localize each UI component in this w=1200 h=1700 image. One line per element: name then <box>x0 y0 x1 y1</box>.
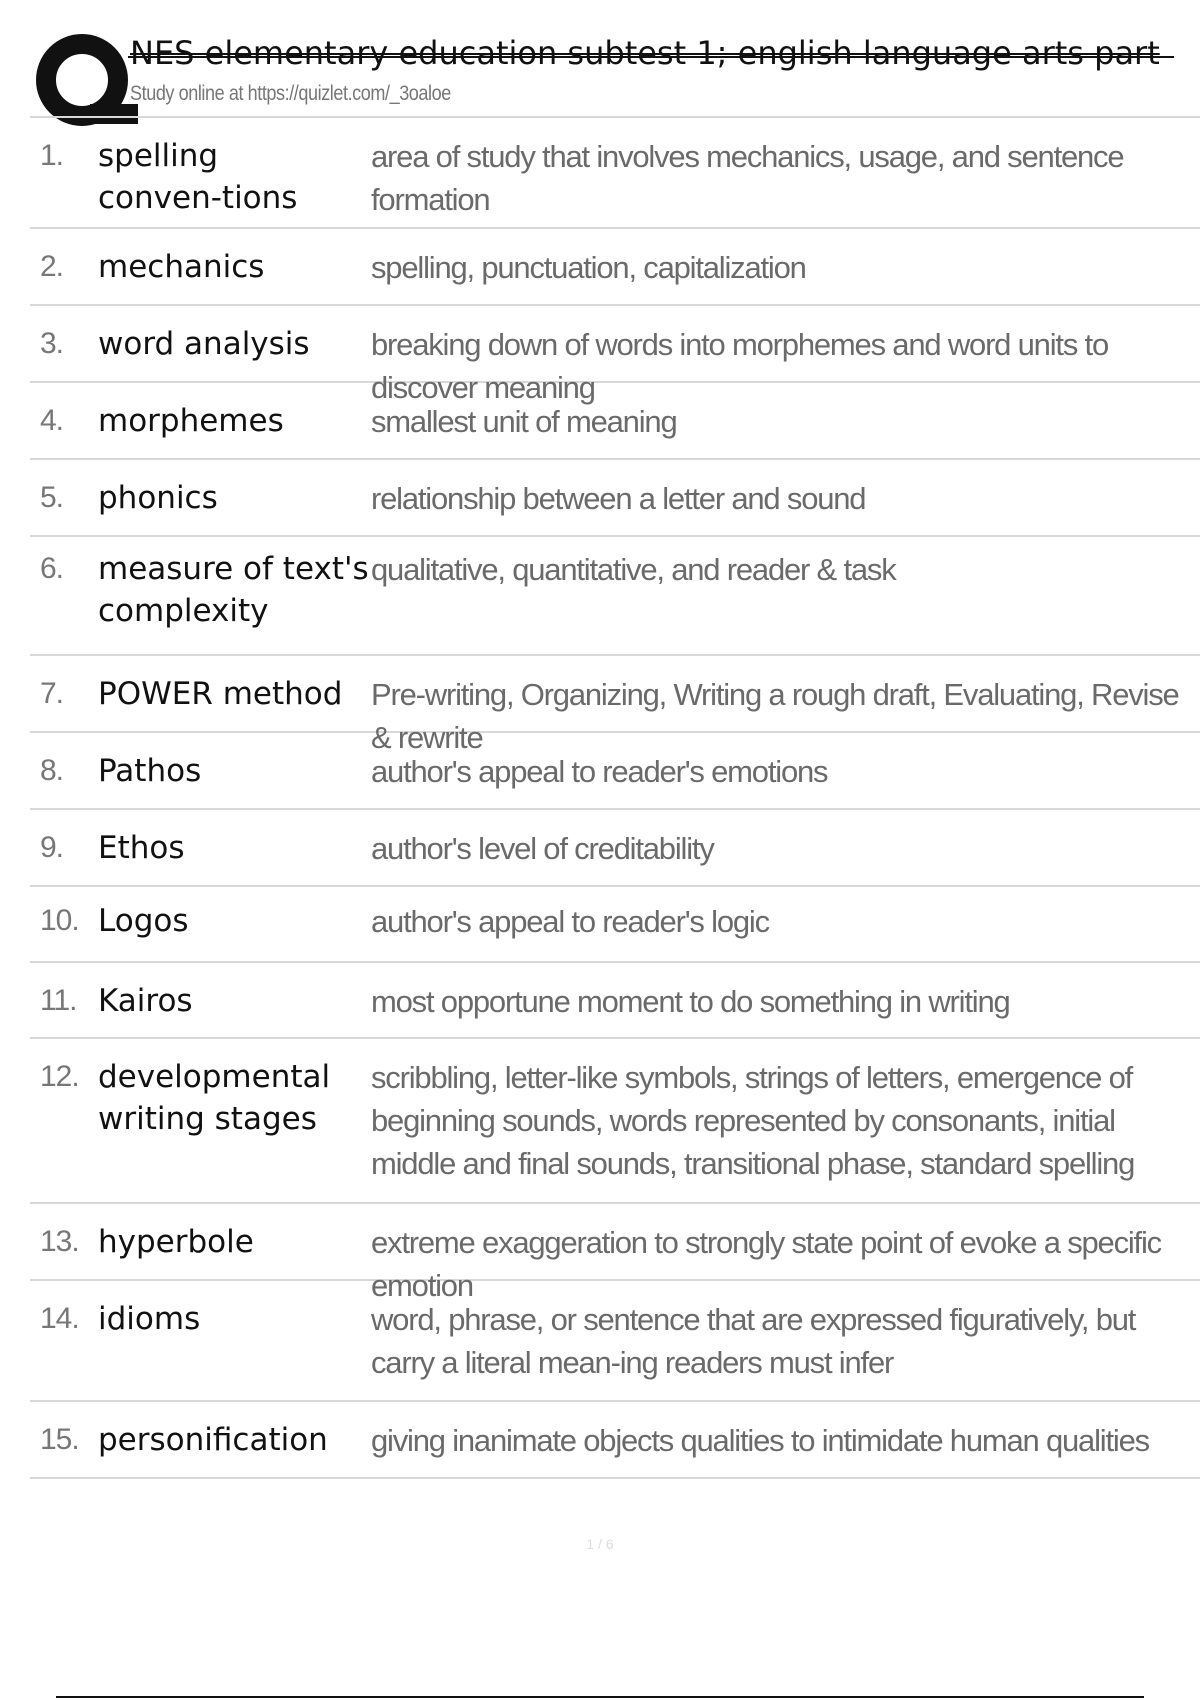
term-text: word analysis <box>98 326 310 362</box>
bottom-rule <box>56 1696 1144 1698</box>
term-definition: word, phrase, or sentence that are expressed figuratively, but carry a literal mean-ing readers must infer <box>371 1302 1136 1380</box>
term-definition: author's appeal to reader's emotions <box>371 754 828 789</box>
term-text: developmental writing stages <box>98 1059 331 1137</box>
term-row <box>30 118 1200 229</box>
study-online-link[interactable]: Study online at https://quizlet.com/_3oaloe <box>130 82 451 105</box>
document-title: NES elementary education subtest 1; english language arts part <box>130 34 1160 72</box>
term-definition: author's appeal to reader's logic <box>371 904 769 939</box>
term-text: spelling conven-tions <box>98 138 298 216</box>
term-definition: smallest unit of meaning <box>371 404 677 439</box>
term-row <box>30 537 1200 656</box>
term-row <box>30 229 1200 306</box>
term-number: 6. <box>40 552 64 585</box>
term-text: phonics <box>98 480 218 516</box>
term-text: POWER method <box>98 676 343 712</box>
term-definition: Pre-writing, Organizing, Writing a rough draft, Evaluating, Revise & rewrite <box>371 677 1179 755</box>
term-text: Logos <box>98 903 189 939</box>
term-text: morphemes <box>98 403 284 439</box>
term-number: 2. <box>40 250 64 283</box>
term-number: 9. <box>40 831 64 864</box>
term-text: hyperbole <box>98 1224 254 1260</box>
term-definition: spelling, punctuation, capitalization <box>371 250 806 285</box>
term-number: 12. <box>40 1060 79 1093</box>
term-text: Kairos <box>98 983 193 1019</box>
term-number: 13. <box>40 1225 79 1258</box>
term-text: mechanics <box>98 249 265 285</box>
term-number: 3. <box>40 327 64 360</box>
term-row <box>30 1402 1200 1479</box>
term-text: idioms <box>98 1301 201 1337</box>
term-row <box>30 733 1200 810</box>
term-number: 4. <box>40 404 64 437</box>
term-row <box>30 1039 1200 1204</box>
terms-list <box>30 116 1200 1479</box>
term-definition: most opportune moment to do something in writing <box>371 984 1010 1019</box>
term-number: 7. <box>40 677 64 710</box>
term-definition: qualitative, quantitative, and reader & task <box>371 552 896 587</box>
term-number: 10. <box>40 904 79 937</box>
term-row <box>30 1204 1200 1303</box>
term-definition: scribbling, letter-like symbols, strings of letters, emergence of beginning sounds, words represented by consonants, initial middle and final sounds, transitional phase, standard spelling <box>371 1060 1135 1181</box>
term-definition: author's level of creditability <box>371 831 714 866</box>
term-row <box>30 1281 1200 1402</box>
term-text: Ethos <box>98 830 185 866</box>
term-number: 8. <box>40 754 64 787</box>
term-text: Pathos <box>98 753 202 789</box>
document-header <box>30 28 1200 116</box>
term-row <box>30 887 1200 963</box>
term-number: 14. <box>40 1302 79 1335</box>
term-definition: giving inanimate objects qualities to intimidate human qualities <box>371 1423 1149 1458</box>
term-row <box>30 810 1200 887</box>
term-text: personification <box>98 1422 328 1458</box>
term-definition: relationship between a letter and sound <box>371 481 866 516</box>
term-definition: breaking down of words into morphemes and word units to discover meaning <box>371 327 1108 405</box>
term-number: 1. <box>40 139 64 172</box>
term-number: 15. <box>40 1423 79 1456</box>
page-number: 1 / 6 <box>586 1536 614 1552</box>
term-number: 5. <box>40 481 64 514</box>
term-definition: area of study that involves mechanics, usage, and sentence formation <box>371 139 1124 217</box>
term-text: measure of text's complexity <box>98 551 369 629</box>
term-row <box>30 383 1200 460</box>
term-row <box>30 460 1200 537</box>
term-number: 11. <box>40 984 77 1017</box>
term-row <box>30 963 1200 1039</box>
term-row <box>30 306 1200 405</box>
term-row <box>30 656 1200 755</box>
term-definition: extreme exaggeration to strongly state point of evoke a specific emotion <box>371 1225 1161 1303</box>
